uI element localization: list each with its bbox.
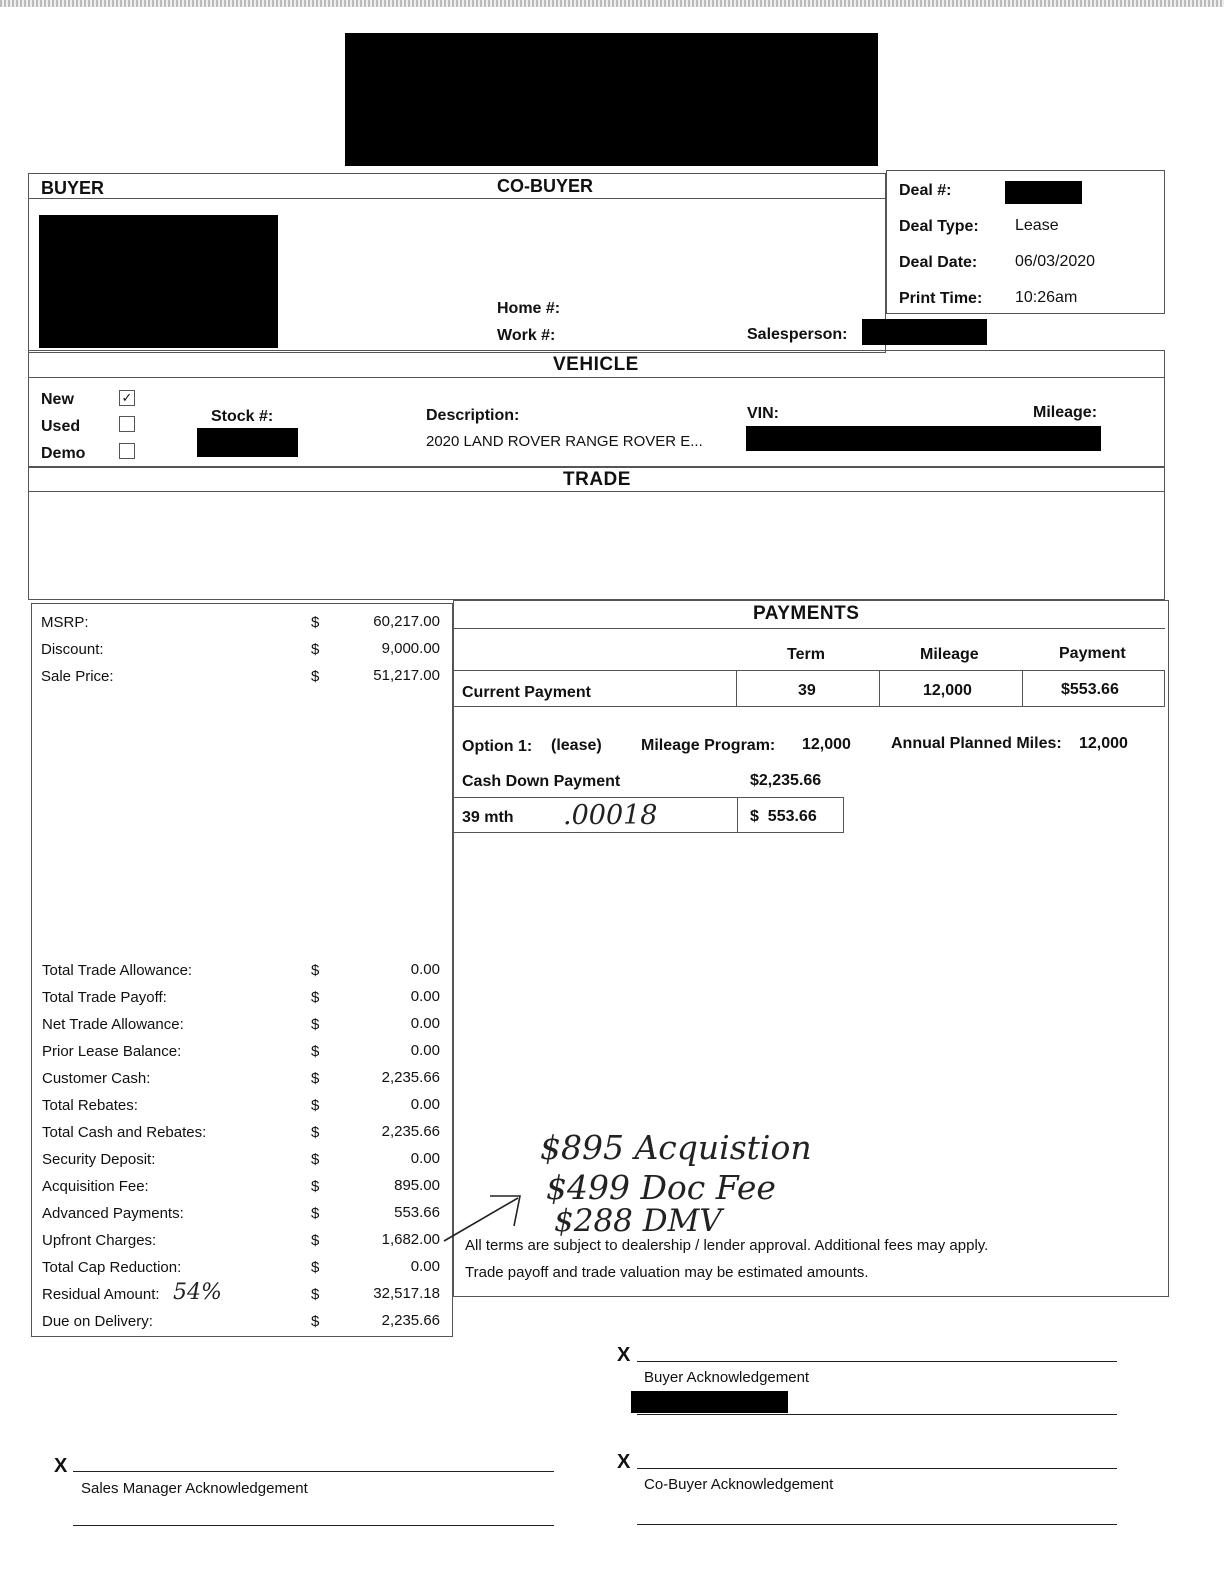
cobuyer-sign-x: X — [617, 1451, 631, 1473]
fin-label-5: Total Rebates: — [42, 1097, 138, 1114]
home-phone-label: Home #: — [497, 300, 561, 317]
sale-price-currency: $ — [311, 668, 320, 685]
used-label: Used — [41, 418, 81, 435]
option-term-value: 39 mth — [462, 809, 514, 826]
option-label: Option 1: — [462, 738, 533, 755]
deal-type-value: Lease — [1015, 217, 1059, 234]
vehicle-title: VEHICLE — [553, 354, 639, 375]
manager-sign-x: X — [54, 1455, 68, 1477]
used-checkbox[interactable] — [119, 416, 135, 432]
option-payment-value: $ 553.66 — [750, 808, 817, 825]
fin-currency-6: $ — [311, 1124, 320, 1141]
fin-label-4: Customer Cash: — [42, 1070, 151, 1087]
current-payment-label: Current Payment — [462, 684, 591, 701]
payment-header: Payment — [1059, 645, 1126, 662]
trade-title: TRADE — [563, 469, 631, 490]
cash-down-label: Cash Down Payment — [462, 773, 621, 790]
fin-label-13: Due on Delivery: — [42, 1313, 153, 1330]
fin-currency-0: $ — [311, 962, 320, 979]
annual-miles-value: 12,000 — [1079, 735, 1128, 752]
mileage-header: Mileage — [920, 646, 979, 663]
fin-label-9: Advanced Payments: — [42, 1205, 184, 1222]
fin-label-0: Total Trade Allowance: — [42, 962, 193, 979]
deal-type-label: Deal Type: — [899, 218, 979, 235]
buyer-label: BUYER — [41, 178, 105, 198]
cobuyer-signature-line[interactable] — [637, 1468, 1117, 1469]
sale-price-value: 51,217.00 — [373, 667, 440, 684]
fin-currency-9: $ — [311, 1205, 320, 1222]
fin-label-3: Prior Lease Balance: — [42, 1043, 182, 1060]
description-value: 2020 LAND ROVER RANGE ROVER E... — [426, 433, 703, 450]
deal-number-label: Deal #: — [899, 182, 952, 199]
cobuyer-label: CO-BUYER — [497, 176, 594, 196]
fin-label-8: Acquisition Fee: — [42, 1178, 149, 1195]
buyer-sign-x: X — [617, 1344, 631, 1366]
fin-label-1: Total Trade Payoff: — [42, 989, 167, 1006]
work-phone-label: Work #: — [497, 327, 556, 344]
fin-currency-1: $ — [311, 989, 320, 1006]
deal-date-value: 06/03/2020 — [1015, 253, 1096, 270]
fin-currency-2: $ — [311, 1016, 320, 1033]
fin-label-7: Security Deposit: — [42, 1151, 156, 1168]
scan-edge — [0, 0, 1224, 7]
deal-date-label: Deal Date: — [899, 254, 978, 271]
sale-price-label: Sale Price: — [41, 668, 114, 685]
fin-value-2: 0.00 — [410, 1015, 440, 1032]
discount-label: Discount: — [41, 641, 104, 658]
vin-label: VIN: — [747, 405, 779, 422]
fin-value-9: 553.66 — [394, 1204, 440, 1221]
fin-value-0: 0.00 — [410, 961, 440, 978]
fin-label-2: Net Trade Allowance: — [42, 1016, 184, 1033]
current-payment-value: $553.66 — [1061, 681, 1119, 698]
fin-label-6: Total Cash and Rebates: — [42, 1124, 207, 1141]
fin-label-11: Total Cap Reduction: — [42, 1259, 182, 1276]
cash-down-value: $2,235.66 — [750, 772, 822, 789]
fin-currency-11: $ — [311, 1259, 320, 1276]
mileage-program-label: Mileage Program: — [641, 737, 776, 754]
redacted-salesperson — [862, 319, 987, 345]
demo-label: Demo — [41, 445, 86, 462]
fin-currency-8: $ — [311, 1178, 320, 1195]
handwritten-note-acquisition: $895 Acquistion — [540, 1128, 812, 1167]
print-time-label: Print Time: — [899, 290, 983, 307]
redacted-stock-number — [197, 428, 298, 457]
print-time-value: 10:26am — [1015, 289, 1078, 306]
handwritten-note-docfee: $499 Doc Fee — [546, 1168, 776, 1207]
fin-label-10: Upfront Charges: — [42, 1232, 157, 1249]
annual-miles-label: Annual Planned Miles: — [891, 735, 1062, 752]
fin-value-3: 0.00 — [410, 1042, 440, 1059]
option-type: (lease) — [551, 737, 602, 754]
manager-signature-line[interactable] — [73, 1471, 554, 1472]
discount-currency: $ — [311, 641, 320, 658]
fin-currency-4: $ — [311, 1070, 320, 1087]
handwritten-note-dmv: $288 DMV — [554, 1203, 722, 1239]
discount-value: 9,000.00 — [381, 640, 440, 657]
disclaimer-trade: Trade payoff and trade valuation may be estimated amounts. — [465, 1264, 869, 1281]
buyer-ack-label: Buyer Acknowledgement — [644, 1369, 810, 1386]
redacted-deal-number — [1005, 181, 1082, 204]
fin-value-7: 0.00 — [410, 1150, 440, 1167]
fin-value-6: 2,235.66 — [381, 1123, 440, 1140]
fin-value-8: 895.00 — [394, 1177, 440, 1194]
new-label: New — [41, 391, 74, 408]
mileage-label: Mileage: — [1033, 404, 1098, 421]
fin-value-5: 0.00 — [410, 1096, 440, 1113]
fin-value-11: 0.00 — [410, 1258, 440, 1275]
fin-currency-5: $ — [311, 1097, 320, 1114]
current-term-value: 39 — [798, 682, 816, 699]
payments-title: PAYMENTS — [753, 603, 860, 624]
fin-currency-10: $ — [311, 1232, 320, 1249]
fin-currency-13: $ — [311, 1313, 320, 1330]
description-label: Description: — [426, 407, 520, 424]
fin-value-12: 32,517.18 — [373, 1285, 440, 1302]
msrp-label: MSRP: — [41, 614, 89, 631]
mileage-program-value: 12,000 — [802, 736, 851, 753]
redacted-dealer-header — [345, 33, 878, 166]
fin-currency-3: $ — [311, 1043, 320, 1060]
fin-currency-12: $ — [311, 1286, 320, 1303]
demo-checkbox[interactable] — [119, 443, 135, 459]
cobuyer-ack-label: Co-Buyer Acknowledgement — [644, 1476, 834, 1493]
salesperson-label: Salesperson: — [747, 326, 848, 343]
fin-value-10: 1,682.00 — [381, 1231, 440, 1248]
fin-value-1: 0.00 — [410, 988, 440, 1005]
redacted-buyer-name — [631, 1391, 788, 1413]
buyer-signature-line[interactable] — [637, 1361, 1117, 1362]
fin-value-4: 2,235.66 — [381, 1069, 440, 1086]
fin-value-13: 2,235.66 — [381, 1312, 440, 1329]
fin-label-12: Residual Amount: — [42, 1286, 160, 1303]
current-mileage-value: 12,000 — [923, 682, 972, 699]
new-checkbox[interactable]: ✓ — [119, 390, 135, 406]
handwritten-money-factor: .00018 — [563, 800, 658, 831]
redacted-buyer-info — [39, 215, 278, 348]
msrp-currency: $ — [311, 614, 320, 631]
fin-currency-7: $ — [311, 1151, 320, 1168]
disclaimer-approval: All terms are subject to dealership / lender approval. Additional fees may apply. — [465, 1237, 989, 1254]
msrp-value: 60,217.00 — [373, 613, 440, 630]
stock-label: Stock #: — [211, 408, 274, 425]
redacted-vin — [746, 426, 1101, 451]
handwritten-residual-percent: 54% — [173, 1280, 222, 1305]
manager-ack-label: Sales Manager Acknowledgement — [81, 1480, 308, 1497]
term-header: Term — [787, 646, 825, 663]
